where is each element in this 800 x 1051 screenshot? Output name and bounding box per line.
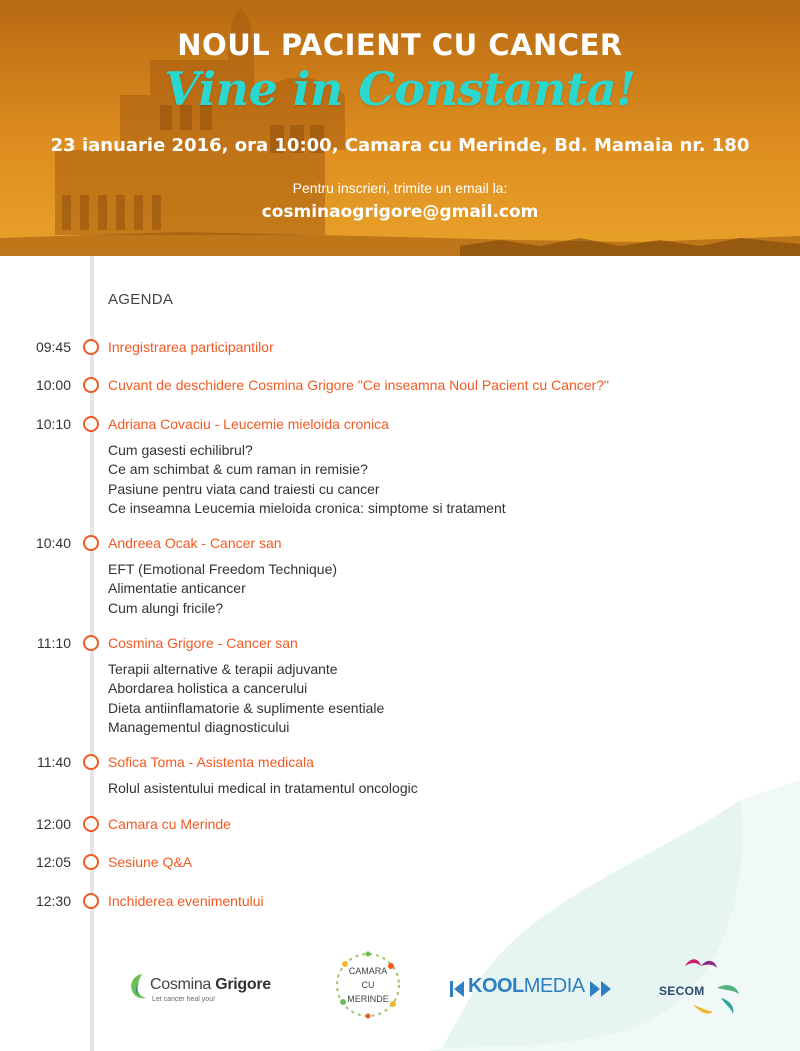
agenda-subtopic: Pasiune pentru viata cand traiesti cu cancer: [108, 480, 380, 497]
agenda-title: Adriana Covaciu - Leucemie mieloida cronica: [108, 416, 389, 432]
camara-cu-merinde-logo[interactable]: [333, 950, 403, 1020]
agenda-title: Cosmina Grigore - Cancer san: [108, 635, 298, 651]
kool-light-word: MEDIA: [523, 975, 585, 997]
agenda-subtopic: Managementul diagnosticului: [108, 718, 290, 735]
camara-line3: MERINDE: [347, 994, 389, 1004]
agenda-time: 11:40: [37, 754, 71, 770]
camara-line2: CU: [361, 980, 375, 990]
agenda-time: 09:45: [35, 339, 71, 355]
agenda-subtopic: Abordarea holistica a cancerului: [108, 680, 308, 697]
cosmina-first-name: Cosmina: [150, 976, 212, 993]
agenda-subtopic: Rolul asistentului medical in tratamentul oncologic: [108, 780, 418, 796]
registration-email-link[interactable]: cosminaogrigore@gmail.com: [261, 202, 539, 222]
secom-logo[interactable]: [655, 952, 745, 1022]
agenda-title: Andreea Ocak - Cancer san: [108, 535, 282, 551]
cosmina-leaf-icon: [128, 972, 150, 1002]
kool-arrows-icon: [590, 979, 614, 999]
agenda-title: Camara cu Merinde: [108, 816, 231, 832]
timeline-dot-icon: [83, 535, 99, 551]
timeline-dot-icon: [83, 816, 99, 832]
camara-line1: CAMARA: [348, 966, 388, 976]
event-title: NOUL PACIENT CU CANCER: [177, 28, 623, 62]
agenda-subtopic: Cum alungi fricile?: [108, 599, 224, 616]
agenda-title: Sesiune Q&A: [108, 854, 193, 870]
timeline-line: [90, 256, 94, 1051]
cosmina-grigore-logo[interactable]: [128, 970, 278, 1008]
timeline-dot-icon: [83, 416, 99, 432]
timeline-dot-icon: [83, 635, 99, 651]
agenda-title: Inregistrarea participantilor: [108, 339, 274, 355]
agenda-title: Cuvant de deschidere Cosmina Grigore "Ce inseamna Noul Pacient cu Cancer?": [108, 377, 609, 393]
timeline-dot-icon: [83, 754, 99, 770]
agenda-time: 12:05: [35, 854, 71, 870]
agenda-time: 10:00: [35, 377, 71, 393]
agenda-subtopics: [108, 660, 384, 737]
event-date-location: 23 ianuarie 2016, ora 10:00, Camara cu Merinde, Bd. Mamaia nr. 180: [50, 135, 750, 156]
agenda-subtopics: [108, 779, 418, 798]
agenda-time: 10:10: [35, 416, 71, 432]
agenda-heading: AGENDA: [108, 291, 174, 308]
agenda-subtopic: EFT (Emotional Freedom Technique): [108, 561, 338, 577]
hero-banner: [0, 0, 800, 256]
agenda-time: 12:00: [35, 816, 71, 832]
agenda-subtopic: Terapii alternative & terapii adjuvante: [108, 661, 338, 677]
kool-left-arrow-icon: [450, 979, 466, 999]
agenda-subtopics: [108, 560, 337, 618]
agenda-time: 10:40: [35, 535, 71, 551]
timeline-dot-icon: [83, 377, 99, 393]
koolmedia-logo[interactable]: [450, 975, 615, 1001]
timeline-dot-icon: [83, 893, 99, 909]
agenda-title: Sofica Toma - Asistenta medicala: [108, 754, 314, 770]
agenda-subtopics: [108, 441, 506, 518]
agenda-title: Inchiderea evenimentului: [108, 893, 264, 909]
agenda-subtopic: Ce inseamna Leucemia mieloida cronica: simptome si tratament: [108, 499, 506, 516]
agenda-subtopic: Ce am schimbat & cum raman in remisie?: [108, 461, 368, 478]
agenda-subtopic: Alimentatie anticancer: [108, 580, 246, 597]
kool-bold-word: KOOL: [468, 975, 524, 997]
timeline-dot-icon: [83, 854, 99, 870]
secom-wordmark: SECOM: [659, 984, 705, 998]
cosmina-tagline: Let cancer heal you!: [152, 996, 216, 1003]
agenda-subtopic: Cum gasesti echilibrul?: [108, 442, 253, 458]
agenda-time: 11:10: [37, 635, 71, 651]
timeline-dot-icon: [83, 339, 99, 355]
agenda-subtopic: Dieta antiinflamatorie & suplimente esentiale: [108, 699, 385, 716]
agenda-time: 12:30: [35, 893, 71, 909]
registration-text: Pentru inscrieri, trimite un email la:: [292, 180, 508, 196]
cosmina-last-name: Grigore: [215, 976, 271, 993]
event-subtitle: Vine in Constanta!: [164, 62, 636, 116]
